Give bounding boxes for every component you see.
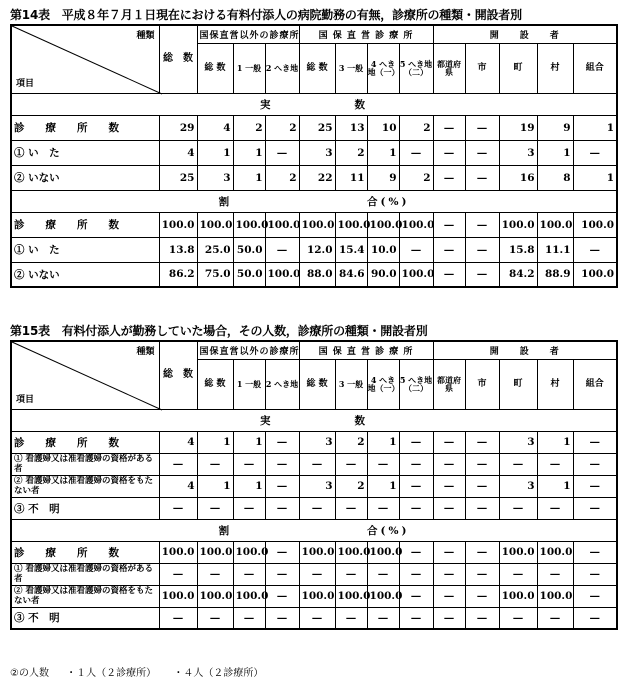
table-row: [11, 212, 617, 237]
table-cell: 100.0: [399, 262, 433, 287]
table-cell: 1: [573, 115, 617, 140]
table-cell: 100.0: [499, 212, 537, 237]
table-cell: 100.0: [233, 585, 265, 607]
table-cell: —: [465, 262, 499, 287]
table-cell: 2: [265, 165, 299, 190]
table-cell: —: [335, 563, 367, 585]
table-cell: 3: [499, 140, 537, 165]
header-sub-remote5: 5 へき地（二）: [399, 359, 433, 409]
header-sub-total: 総 数: [197, 359, 233, 409]
table-cell: 100.0: [537, 585, 573, 607]
table-cell: 11: [335, 165, 367, 190]
table-cell: 3: [499, 475, 537, 497]
table-cell: —: [299, 563, 335, 585]
table-cell: 3: [499, 431, 537, 453]
header-sub-general1: 1 一般: [233, 43, 265, 93]
table-cell: 4: [159, 431, 197, 453]
table-cell: —: [573, 431, 617, 453]
table-cell: 100.0: [233, 212, 265, 237]
table-cell: 100.0: [233, 541, 265, 563]
table-cell: —: [265, 475, 299, 497]
table-cell: —: [433, 165, 465, 190]
table-cell: —: [433, 607, 465, 629]
table-cell: 19: [499, 115, 537, 140]
table-cell: —: [465, 453, 499, 475]
corner-kind-label: 種類: [136, 347, 155, 357]
table-cell: —: [399, 140, 433, 165]
table-row: [11, 607, 617, 629]
row-label: ③ 不 明: [11, 607, 159, 629]
table-cell: —: [367, 607, 399, 629]
table15-section-ratio: 割 合(%): [11, 519, 617, 541]
table-cell: 50.0: [233, 237, 265, 262]
table-cell: 13.8: [159, 237, 197, 262]
table-cell: —: [399, 475, 433, 497]
table-cell: —: [573, 607, 617, 629]
table-row: [11, 453, 617, 475]
table-cell: —: [573, 237, 617, 262]
row-label: ① い た: [11, 237, 159, 262]
table-cell: —: [573, 453, 617, 475]
table-cell: 15.4: [335, 237, 367, 262]
table-cell: —: [537, 453, 573, 475]
table-cell: —: [465, 475, 499, 497]
table-cell: 29: [159, 115, 197, 140]
header-group-non-kokuho: 国保直営以外の診療所: [197, 341, 299, 359]
table-cell: 100.0: [197, 541, 233, 563]
table-cell: —: [399, 607, 433, 629]
table-cell: —: [197, 607, 233, 629]
table-cell: 12.0: [299, 237, 335, 262]
corner-item-label: 項目: [16, 394, 35, 405]
table-cell: —: [299, 497, 335, 519]
table-cell: —: [465, 585, 499, 607]
table-cell: 9: [537, 115, 573, 140]
table-cell: —: [399, 431, 433, 453]
table-cell: —: [399, 497, 433, 519]
header-sub-total: 総 数: [197, 43, 233, 93]
header-sub-remote4: 4 へき地（一）: [367, 359, 399, 409]
header-village: 村: [537, 359, 573, 409]
table-cell: 100.0: [197, 585, 233, 607]
table-cell: —: [433, 497, 465, 519]
table-cell: —: [197, 497, 233, 519]
table-cell: 100.0: [159, 585, 197, 607]
table-cell: —: [335, 453, 367, 475]
table-cell: —: [573, 475, 617, 497]
header-group-kokuho: 国 保 直 営 診 療 所: [299, 341, 433, 359]
table-row: [11, 115, 617, 140]
table-cell: 25: [299, 115, 335, 140]
row-label: ② 看護婦又は准看護婦の資格をもたない者: [11, 585, 159, 607]
table-cell: 100.0: [299, 541, 335, 563]
table-cell: —: [465, 541, 499, 563]
table-cell: —: [433, 115, 465, 140]
table-cell: 1: [537, 140, 573, 165]
table-row: [11, 585, 617, 607]
table-cell: —: [573, 541, 617, 563]
header-town: 町: [499, 359, 537, 409]
row-label: 診 療 所 数: [11, 212, 159, 237]
table-cell: 1: [197, 475, 233, 497]
table-cell: —: [265, 237, 299, 262]
table-cell: 75.0: [197, 262, 233, 287]
table14-section-count: 実 数: [11, 93, 617, 115]
table-cell: 2: [265, 115, 299, 140]
corner-item-label: 項目: [16, 78, 35, 89]
table-cell: 100.0: [335, 541, 367, 563]
table-cell: 100.0: [499, 541, 537, 563]
header-sub-total2: 総 数: [299, 43, 335, 93]
table-cell: 3: [299, 431, 335, 453]
table-cell: 1: [233, 431, 265, 453]
table-cell: —: [197, 563, 233, 585]
table-cell: —: [265, 563, 299, 585]
table15-section-count: 実 数: [11, 409, 617, 431]
table-cell: —: [499, 453, 537, 475]
footnote-item2: ・４人（２診療所）: [173, 668, 264, 679]
table-cell: —: [399, 563, 433, 585]
header-total: 総 数: [159, 25, 197, 93]
header-city: 市: [465, 359, 499, 409]
table-cell: 2: [335, 140, 367, 165]
table-cell: —: [159, 497, 197, 519]
table-cell: 1: [367, 431, 399, 453]
table-row: [11, 541, 617, 563]
table-cell: 8: [537, 165, 573, 190]
table-cell: —: [433, 475, 465, 497]
table-cell: 3: [299, 140, 335, 165]
table-cell: —: [465, 212, 499, 237]
table-row: [11, 237, 617, 262]
table-cell: —: [367, 453, 399, 475]
table-cell: —: [465, 165, 499, 190]
table-cell: 100.0: [335, 212, 367, 237]
table-cell: —: [465, 563, 499, 585]
table-cell: —: [399, 237, 433, 262]
table-cell: 1: [537, 431, 573, 453]
table-cell: —: [233, 563, 265, 585]
header-union: 組合: [573, 43, 617, 93]
table-cell: —: [465, 497, 499, 519]
table-cell: 88.9: [537, 262, 573, 287]
table-cell: —: [265, 541, 299, 563]
table-cell: 100.0: [367, 212, 399, 237]
header-sub-remote4: 4 へき地（一）: [367, 43, 399, 93]
table-cell: —: [265, 453, 299, 475]
table-cell: 100.0: [367, 585, 399, 607]
table-cell: 1: [367, 475, 399, 497]
table-cell: —: [335, 497, 367, 519]
row-label: 診 療 所 数: [11, 431, 159, 453]
table-row: [11, 140, 617, 165]
header-sub-general1: 1 一般: [233, 359, 265, 409]
table-cell: —: [433, 262, 465, 287]
table-cell: —: [197, 453, 233, 475]
table-cell: —: [433, 585, 465, 607]
table-cell: 15.8: [499, 237, 537, 262]
table-cell: 1: [233, 140, 265, 165]
table-cell: —: [159, 453, 197, 475]
table-cell: 100.0: [265, 212, 299, 237]
table-cell: —: [265, 607, 299, 629]
table-cell: 100.0: [335, 585, 367, 607]
table-cell: 4: [159, 475, 197, 497]
table-row: [11, 563, 617, 585]
table-cell: —: [159, 607, 197, 629]
table-cell: 50.0: [233, 262, 265, 287]
header-prefecture: 都道府県: [433, 359, 465, 409]
header-sub-general3: 3 一般: [335, 359, 367, 409]
footnote-label: ②の人数: [10, 668, 49, 679]
table-cell: —: [465, 607, 499, 629]
table15: [10, 340, 618, 630]
table-cell: —: [573, 585, 617, 607]
table-cell: —: [499, 497, 537, 519]
header-total: 総 数: [159, 341, 197, 409]
table-cell: 1: [573, 165, 617, 190]
table-cell: —: [465, 431, 499, 453]
table-cell: 25: [159, 165, 197, 190]
table-cell: —: [399, 453, 433, 475]
header-sub-general3: 3 一般: [335, 43, 367, 93]
header-group-founder: 開 設 者: [433, 341, 617, 359]
table-cell: 1: [197, 431, 233, 453]
table-cell: 2: [399, 115, 433, 140]
table-cell: 100.0: [265, 262, 299, 287]
table15-corner: [11, 341, 159, 409]
table-cell: —: [233, 497, 265, 519]
table-cell: —: [367, 563, 399, 585]
header-group-founder: 開 設 者: [433, 25, 617, 43]
table-cell: —: [465, 237, 499, 262]
table-cell: —: [573, 563, 617, 585]
table-cell: 88.0: [299, 262, 335, 287]
table-cell: 2: [335, 475, 367, 497]
table-cell: —: [399, 585, 433, 607]
table-cell: 3: [299, 475, 335, 497]
table-cell: —: [299, 453, 335, 475]
table-cell: 100.0: [197, 212, 233, 237]
table-cell: 4: [197, 115, 233, 140]
table14: [10, 24, 618, 288]
header-sub-total2: 総 数: [299, 359, 335, 409]
table-cell: —: [433, 212, 465, 237]
table-cell: 100.0: [399, 212, 433, 237]
header-city: 市: [465, 43, 499, 93]
table-row: [11, 497, 617, 519]
table-cell: —: [335, 607, 367, 629]
header-prefecture: 都道府県: [433, 43, 465, 93]
table-cell: 1: [233, 165, 265, 190]
row-label: ① 看護婦又は准看護婦の資格がある者: [11, 563, 159, 585]
table-cell: 13: [335, 115, 367, 140]
table14-corner: [11, 25, 159, 93]
table-cell: 1: [537, 475, 573, 497]
table-cell: —: [433, 140, 465, 165]
table-cell: —: [265, 585, 299, 607]
table-cell: —: [499, 563, 537, 585]
header-group-kokuho: 国 保 直 営 診 療 所: [299, 25, 433, 43]
table-cell: —: [233, 453, 265, 475]
table-cell: 2: [233, 115, 265, 140]
table-cell: —: [265, 431, 299, 453]
table-row: [11, 165, 617, 190]
table-cell: 86.2: [159, 262, 197, 287]
table-cell: 2: [399, 165, 433, 190]
table-cell: —: [265, 140, 299, 165]
table-row: [11, 475, 617, 497]
table14-section-ratio: 割 合(%): [11, 190, 617, 212]
row-label: 診 療 所 数: [11, 115, 159, 140]
table-cell: 100.0: [367, 541, 399, 563]
header-sub-remote5: 5 へき地（二）: [399, 43, 433, 93]
table-cell: —: [573, 140, 617, 165]
row-label: ② いない: [11, 165, 159, 190]
table-cell: —: [159, 563, 197, 585]
table-cell: 100.0: [299, 212, 335, 237]
table-cell: 100.0: [573, 212, 617, 237]
row-label: 診 療 所 数: [11, 541, 159, 563]
table-cell: —: [433, 237, 465, 262]
table-cell: —: [265, 497, 299, 519]
table-cell: 100.0: [573, 262, 617, 287]
table-cell: 1: [367, 140, 399, 165]
table-cell: 90.0: [367, 262, 399, 287]
table-cell: 10: [367, 115, 399, 140]
row-label: ③ 不 明: [11, 497, 159, 519]
footnote-item1: ・１人（２診療所）: [66, 668, 157, 679]
table-cell: —: [433, 563, 465, 585]
table-cell: —: [573, 497, 617, 519]
header-sub-remote2: 2 へき地: [265, 359, 299, 409]
table-cell: 2: [335, 431, 367, 453]
table-cell: 1: [197, 140, 233, 165]
table-cell: 100.0: [159, 541, 197, 563]
header-town: 町: [499, 43, 537, 93]
table-cell: 9: [367, 165, 399, 190]
table-cell: 100.0: [537, 212, 573, 237]
table-cell: 100.0: [299, 585, 335, 607]
row-label: ① 看護婦又は准看護婦の資格がある者: [11, 453, 159, 475]
table-cell: 16: [499, 165, 537, 190]
table-cell: 22: [299, 165, 335, 190]
table14-title: 第14表 平成８年７月１日現在における有料付添人の病院勤務の有無，診療所の種類・開設者別: [10, 8, 522, 22]
table-cell: 84.6: [335, 262, 367, 287]
row-label: ① い た: [11, 140, 159, 165]
table-cell: —: [367, 497, 399, 519]
header-sub-remote2: 2 へき地: [265, 43, 299, 93]
table-cell: —: [465, 140, 499, 165]
table-cell: —: [537, 497, 573, 519]
row-label: ② いない: [11, 262, 159, 287]
table-cell: —: [433, 453, 465, 475]
table-cell: 10.0: [367, 237, 399, 262]
table-cell: —: [465, 115, 499, 140]
table-cell: —: [433, 431, 465, 453]
corner-kind-label: 種類: [136, 31, 155, 41]
row-label: ② 看護婦又は准看護婦の資格をもたない者: [11, 475, 159, 497]
table-cell: —: [433, 541, 465, 563]
table-cell: 11.1: [537, 237, 573, 262]
header-union: 組合: [573, 359, 617, 409]
header-group-non-kokuho: 国保直営以外の診療所: [197, 25, 299, 43]
table-cell: —: [299, 607, 335, 629]
table-cell: 4: [159, 140, 197, 165]
table-cell: 25.0: [197, 237, 233, 262]
table-cell: 100.0: [159, 212, 197, 237]
table-row: [11, 262, 617, 287]
table-cell: —: [537, 563, 573, 585]
table-cell: 100.0: [499, 585, 537, 607]
table-cell: 84.2: [499, 262, 537, 287]
table-row: [11, 431, 617, 453]
table-cell: —: [233, 607, 265, 629]
table-cell: 3: [197, 165, 233, 190]
table-cell: —: [537, 607, 573, 629]
table-cell: —: [499, 607, 537, 629]
table-cell: —: [399, 541, 433, 563]
footnote: [10, 664, 277, 679]
table15-title: 第15表 有料付添人が勤務していた場合，その人数，診療所の種類・開設者別: [10, 324, 428, 338]
table-cell: 100.0: [537, 541, 573, 563]
table-cell: 1: [233, 475, 265, 497]
header-village: 村: [537, 43, 573, 93]
